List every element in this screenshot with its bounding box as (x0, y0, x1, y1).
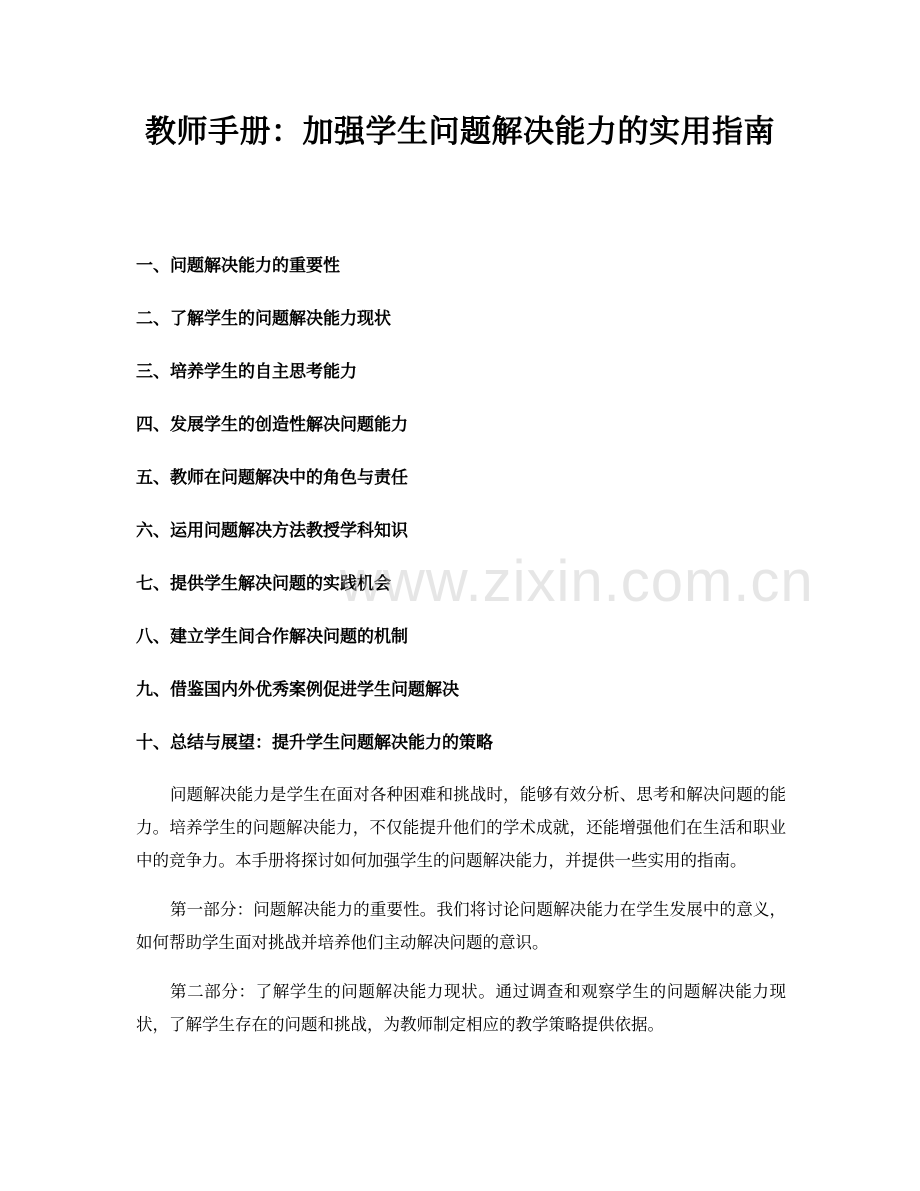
part-two-paragraph: 第二部分：了解学生的问题解决能力现状。通过调查和观察学生的问题解决能力现状，了解学生存在的问题和挑战，为教师制定相应的教学策略提供依据。 (136, 982, 786, 1034)
intro-paragraph: 问题解决能力是学生在面对各种困难和挑战时，能够有效分析、思考和解决问题的能力。培养学生的问题解决能力，不仅能提升他们的学术成就，还能增强他们在生活和职业中的竞争力。本手册将探讨如何加强学生的问题解决能力，并提供一些实用的指南。 (136, 785, 786, 870)
toc-item-1: 一、问题解决能力的重要性 (136, 256, 340, 276)
toc-item-9: 九、借鉴国内外优秀案例促进学生问题解决 (136, 680, 459, 700)
toc-item-10: 十、总结与展望：提升学生问题解决能力的策略 (136, 733, 493, 753)
part-one-paragraph: 第一部分：问题解决能力的重要性。我们将讨论问题解决能力在学生发展中的意义，如何帮助学生面对挑战并培养他们主动解决问题的意识。 (136, 900, 786, 952)
document-title: 教师手册：加强学生问题解决能力的实用指南 (145, 114, 775, 150)
toc-item-7: 七、提供学生解决问题的实践机会 (136, 574, 391, 594)
toc-item-4: 四、发展学生的创造性解决问题能力 (136, 415, 408, 435)
body-text (136, 778, 786, 1057)
watermark: www.zixin.com.cn (340, 549, 814, 614)
toc-item-3: 三、培养学生的自主思考能力 (136, 362, 357, 382)
table-of-contents (136, 253, 796, 783)
toc-item-6: 六、运用问题解决方法教授学科知识 (136, 521, 408, 541)
toc-item-8: 八、建立学生间合作解决问题的机制 (136, 627, 408, 647)
toc-item-2: 二、了解学生的问题解决能力现状 (136, 309, 391, 329)
toc-item-5: 五、教师在问题解决中的角色与责任 (136, 468, 408, 488)
